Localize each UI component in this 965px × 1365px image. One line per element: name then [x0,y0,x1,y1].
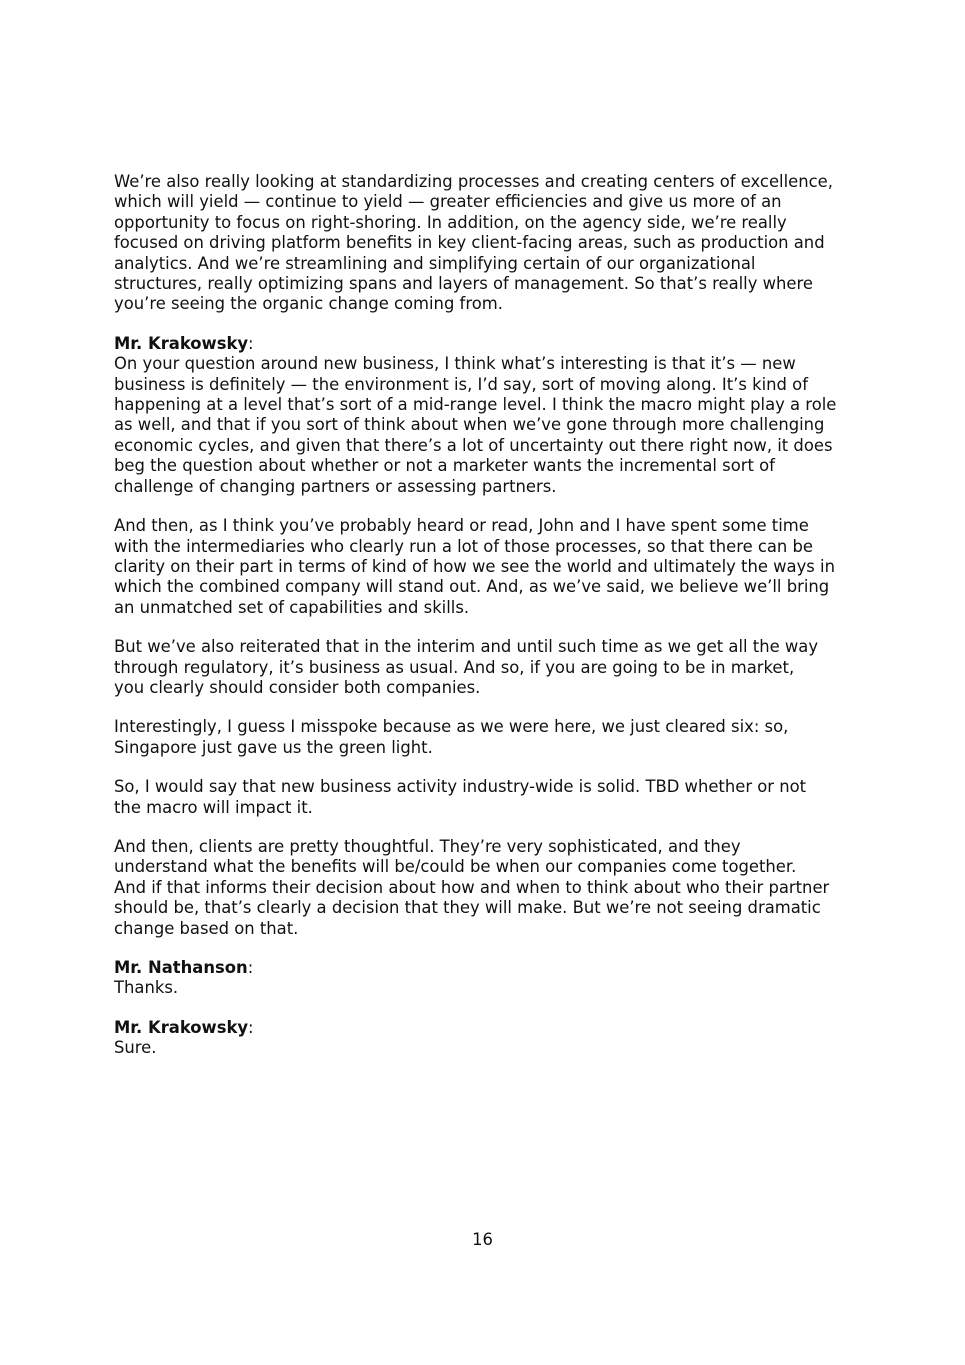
speaker-colon: : [248,1017,254,1037]
document-page-body [114,172,859,1078]
speaker-colon: : [247,958,254,977]
speaker-block-nathanson-thanks [114,958,859,999]
speaker-block-krakowsky-sure [114,1018,859,1059]
speaker-text: Sure. [114,1038,157,1058]
speaker-name: Mr. Krakowsky [114,1017,249,1037]
speaker-name: Mr. Krakowsky [114,333,249,353]
speaker-label [114,334,859,354]
speaker-colon: : [248,333,254,353]
paragraph-clients-thoughtful: And then, clients are pretty thoughtful. They’re very sophisticated, and they understand what the benefits will be/could be when our companies come together. And if that informs their decision about how and when to think about who their partner should be, that’s clearly a decision that they will make. But we’re not seeing dramatic change based on that. [114,836,830,938]
speaker-text: Thanks. [114,978,179,998]
paragraph-singapore: Interestingly, I guess I misspoke because as we were here, we just cleared six: so, Singapore just gave us the green light. [114,717,789,757]
page-number: 16 [472,1230,493,1249]
speaker-name: Mr. Nathanson [114,958,248,977]
speaker-label [114,958,859,978]
paragraph-business-as-usual: But we’ve also reiterated that in the interim and until such time as we get all the way through regulatory, it’s business as usual. And so, if you are going to be in market, you clearly should consider both companies. [114,637,819,697]
speaker-block-krakowsky-new-business [114,334,859,497]
paragraph-standardizing-processes: We’re also really looking at standardizing processes and creating centers of excellence, which will yield — continue to yield — greater efficiencies and give us more of an opportunity to focus on right-shoring. In addition, on the agency side, we’re really focused on driving platform benefits in key client-facing areas, such as production and analytics. And we’re streamlining and simplifying certain of our organizational structures, really optimizing spans and layers of management. So that’s really where you’re seeing the organic change coming from. [114,172,833,314]
speaker-text: On your question around new business, I think what’s interesting is that it’s — new business is definitely — the environment is, I’d say, sort of moving along. It’s kind of happening at a level that’s sort of a mid-range level. I think the macro might play a role as well, and that if you sort of think about when we’ve gone through more challenging economic cycles, and given that there’s a lot of uncertainty out there right now, it does beg the question about whether or not a marketer wants the incremental sort of challenge of changing partners or assessing partners. [114,354,837,496]
paragraph-new-business-activity: So, I would say that new business activity industry-wide is solid. TBD whether or not the macro will impact it. [114,777,807,817]
paragraph-intermediaries: And then, as I think you’ve probably heard or read, John and I have spent some time with the intermediaries who clearly run a lot of those processes, so that there can be clarity on their part in terms of kind of how we see the world and ultimately the ways in which the combined company will stand out. And, as we’ve said, we believe we’ll bring an unmatched set of capabilities and skills. [114,516,835,617]
speaker-label [114,1018,859,1038]
